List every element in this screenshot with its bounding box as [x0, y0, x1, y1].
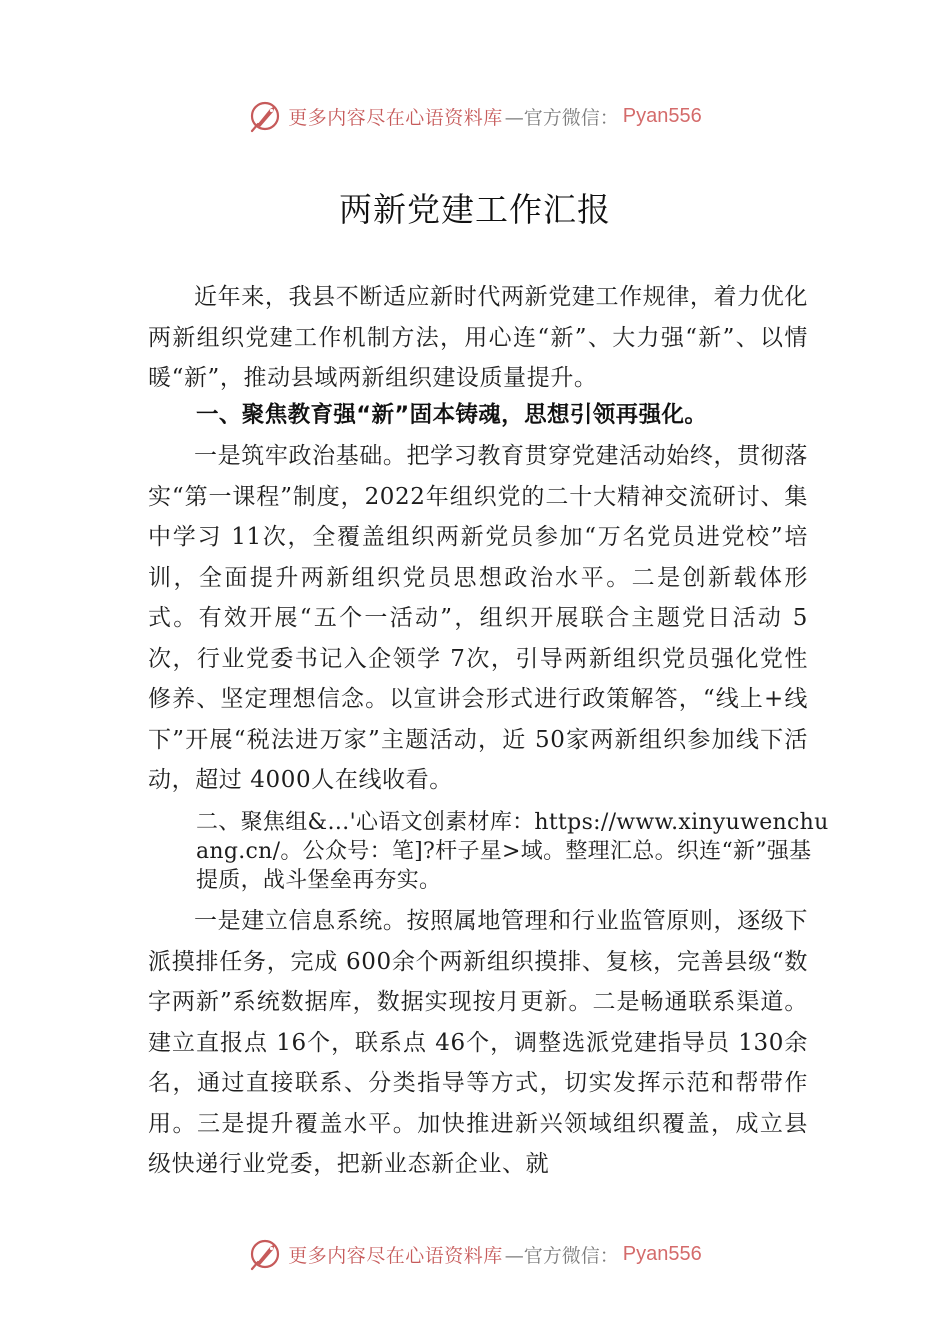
footer-banner: [0, 1234, 950, 1274]
banner-wechat-id: Pyan556: [622, 104, 702, 127]
banner-separator: —官方微信：: [504, 1244, 619, 1267]
pen-nib-logo-icon: [248, 1236, 284, 1272]
header-banner: [0, 96, 950, 136]
section-2-paragraph: 一是建立信息系统。按照属地管理和行业监管原则，逐级下派摸排任务，完成 600余个两新组织摸排、复核，完善县级“数字两新”系统数据库，数据实现按月更新。二是畅通联系渠道。建立直报点 16个，联系点 46个，调整选派党建指导员 130余名，通过直接联系、分类指导等方式，切实发挥示范和帮带作用。三是提升覆盖水平。加快推进新兴领域组织覆盖，成立县级快递行业党委，把新业态新企业、就: [148, 908, 808, 1177]
banner-text: 更多内容尽在心语资料库: [288, 1244, 503, 1267]
banner-text: 更多内容尽在心语资料库: [288, 106, 503, 129]
intro-paragraph: 近年来，我县不断适应新时代两新党建工作规律，着力优化两新组织党建工作机制方法，用心连“新”、大力强“新”、以情暖“新”，推动县域两新组织建设质量提升。: [148, 284, 808, 391]
banner-wechat-id: Pyan556: [622, 1242, 702, 1265]
banner-separator: —官方微信：: [504, 106, 619, 129]
section-1-paragraph: 一是筑牢政治基础。把学习教育贯穿党建活动始终，贯彻落实“第一课程”制度，2022年组织党的二十大精神交流研讨、集中学习 11次，全覆盖组织两新党员参加“万名党员进党校”培训，全面提升两新组织党员思想政治水平。二是创新载体形式。有效开展“五个一活动”，组织开展联合主题党日活动 5次，行业党委书记入企领学 7次，引导两新组织党员强化党性修养、坚定理想信念。以宣讲会形式进行政策解答，“线上+线下”开展“税法进万家”主题活动，近 50家两新组织参加线下活动，超过 4000人在线收看。: [148, 443, 808, 793]
section-1-heading: 一、聚焦教育强“新”固本铸魂，思想引领再强化。: [196, 402, 708, 428]
pen-nib-logo-icon: [248, 98, 284, 134]
section-2-heading-watermark: 二、聚焦组&…'心语文创素材库：https://www.xinyuwenchuang.cn/。公众号：笔]?杆子星>域。整理汇总。织连“新”强基提质，战斗堡垒再夯实。: [196, 810, 829, 893]
page-title: 两新党建工作汇报: [339, 190, 611, 229]
